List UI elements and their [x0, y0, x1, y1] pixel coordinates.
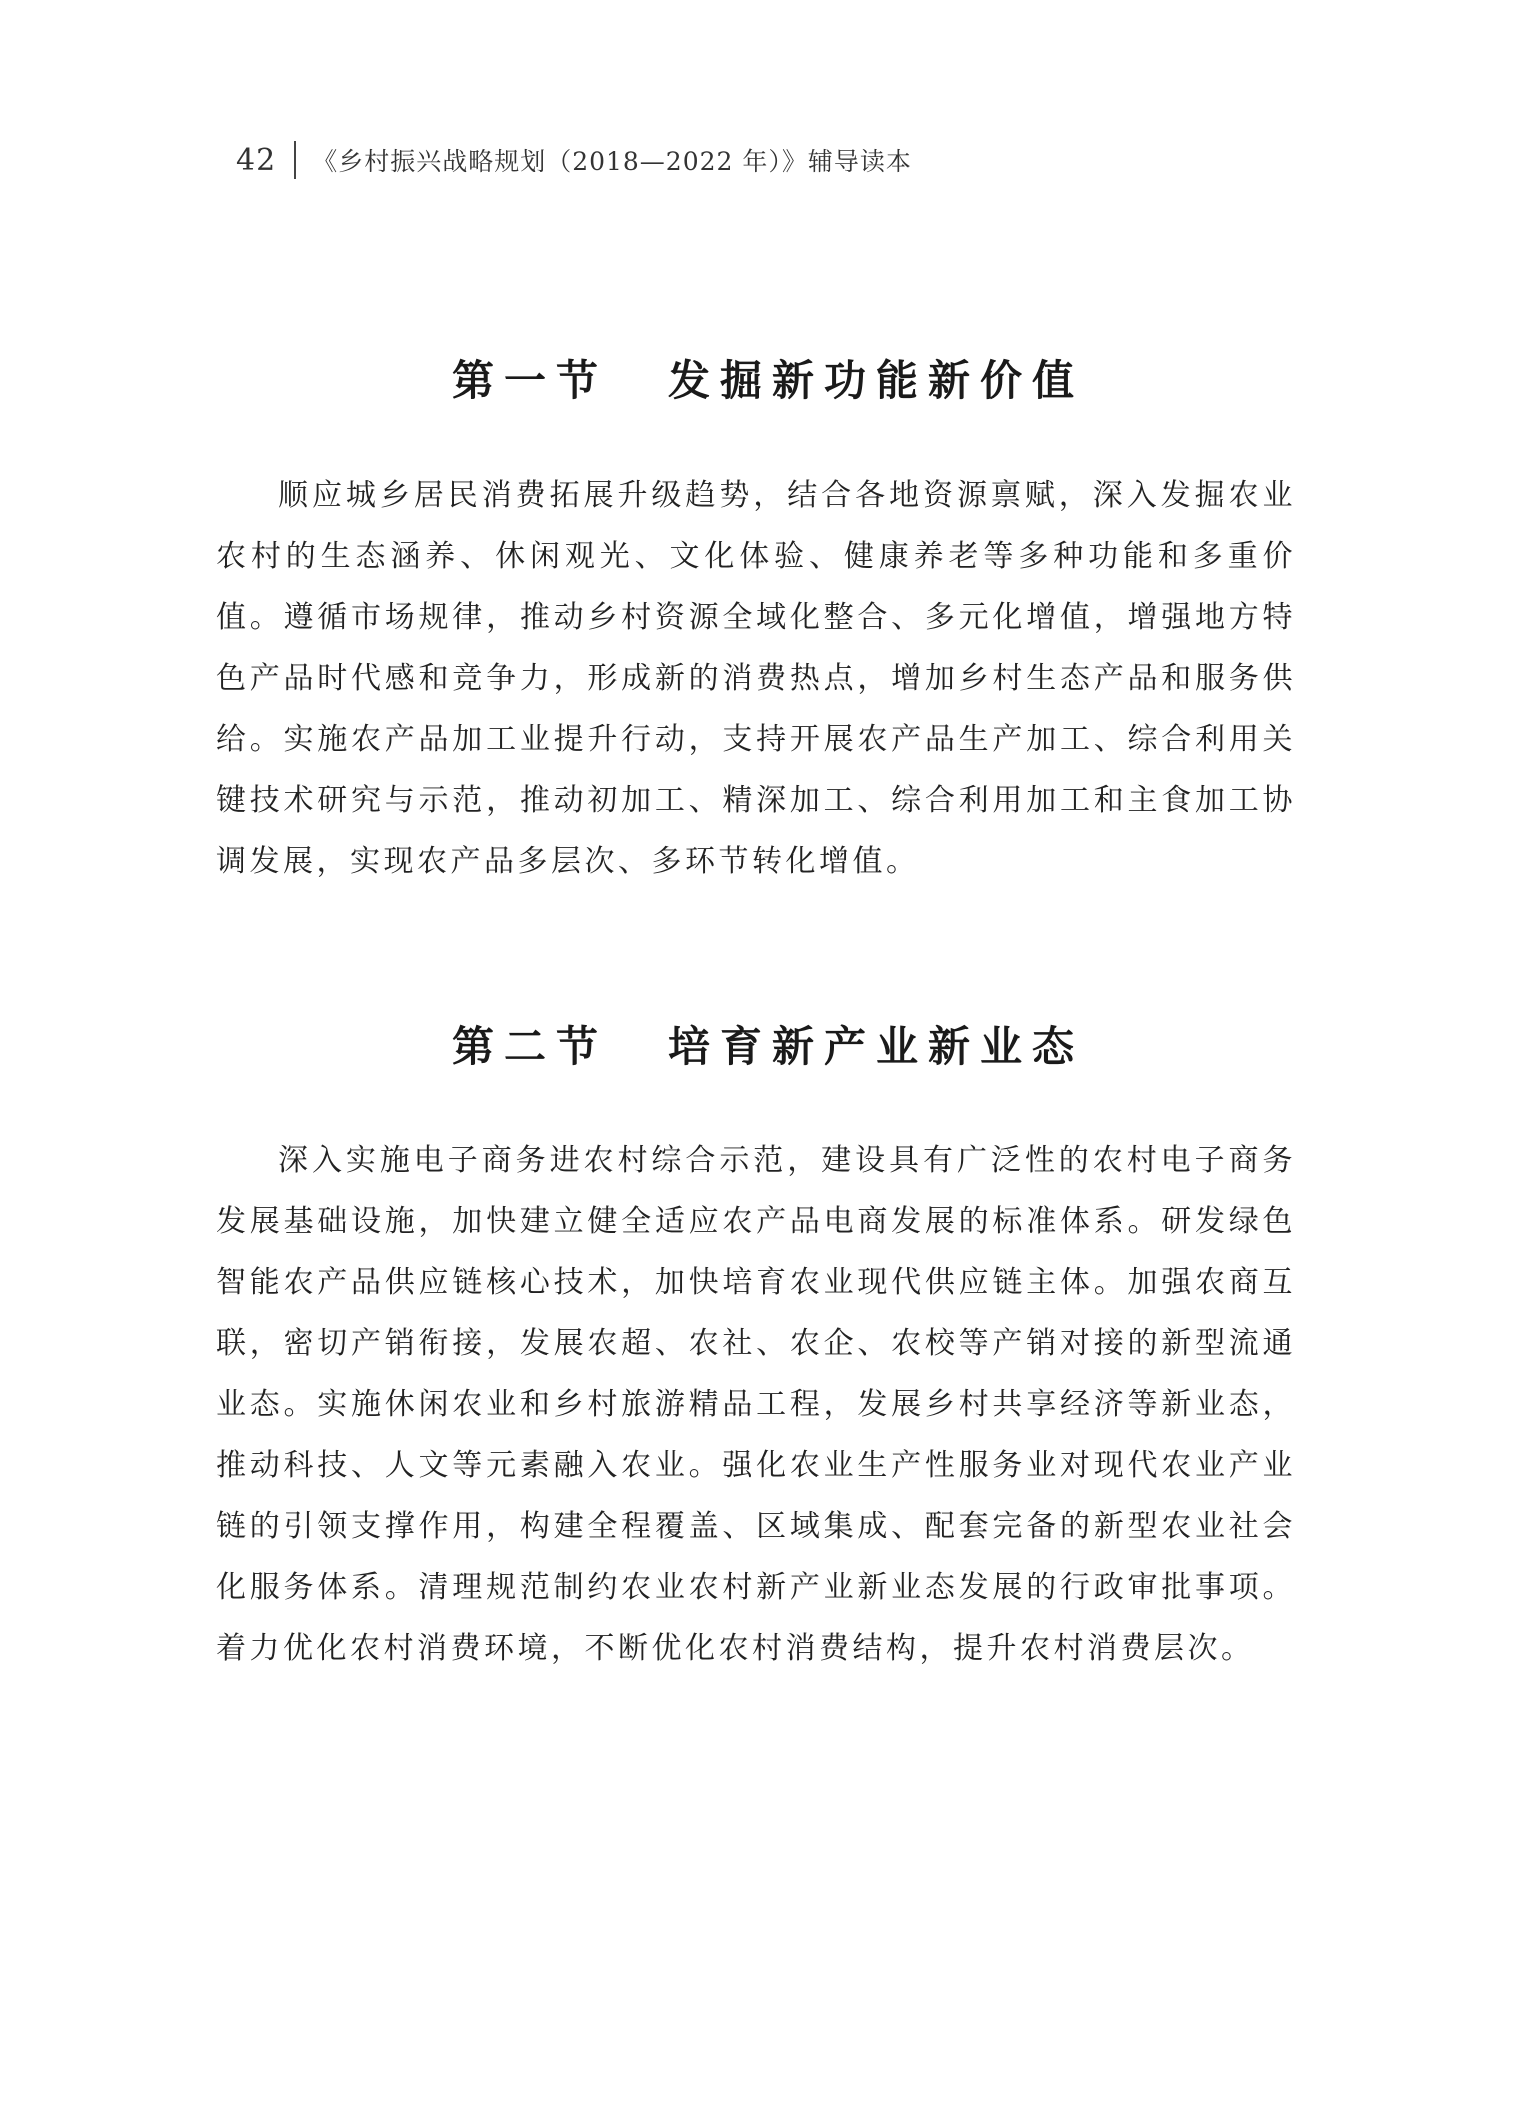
section-number: 第二节	[451, 1022, 608, 1071]
running-header	[236, 140, 912, 180]
header-divider	[294, 141, 296, 179]
section-1-paragraph: 顺应城乡居民消费拓展升级趋势，结合各地资源禀赋，深入发掘农业农村的生态涵养、休闲观光、文化体验、健康养老等多种功能和多重价值。遵循市场规律，推动乡村资源全域化整合、多元化增值，增强地方特色产品时代感和竞争力，形成新的消费热点，增加乡村生态产品和服务供给。实施农产品加工业提升行动，支持开展农产品生产加工、综合利用关键技术研究与示范，推动初加工、精深加工、综合利用加工和主食加工协调发展，实现农产品多层次、多环节转化增值。	[216, 478, 1296, 879]
book-title: 《乡村振兴战略规划（2018—2022 年）》辅导读本	[312, 147, 912, 176]
section-title: 发掘新功能新价值	[668, 356, 1085, 405]
section-2-paragraph: 深入实施电子商务进农村综合示范，建设具有广泛性的农村电子商务发展基础设施，加快建立健全适应农产品电商发展的标准体系。研发绿色智能农产品供应链核心技术，加快培育农业现代供应链主体。加强农商互联，密切产销衔接，发展农超、农社、农企、农校等产销对接的新型流通业态。实施休闲农业和乡村旅游精品工程，发展乡村共享经济等新业态，推动科技、人文等元素融入农业。强化农业生产性服务业对现代农业产业链的引领支撑作用，构建全程覆盖、区域集成、配套完备的新型农业社会化服务体系。清理规范制约农业农村新产业新业态发展的行政审批事项。着力优化农村消费环境，不断优化农村消费结构，提升农村消费层次。	[216, 1143, 1296, 1666]
section-heading-1	[0, 348, 1536, 408]
page-number: 42	[236, 142, 277, 178]
section-title: 培育新产业新业态	[668, 1022, 1085, 1071]
section-heading-2	[0, 1014, 1536, 1074]
section-number: 第一节	[451, 356, 608, 405]
